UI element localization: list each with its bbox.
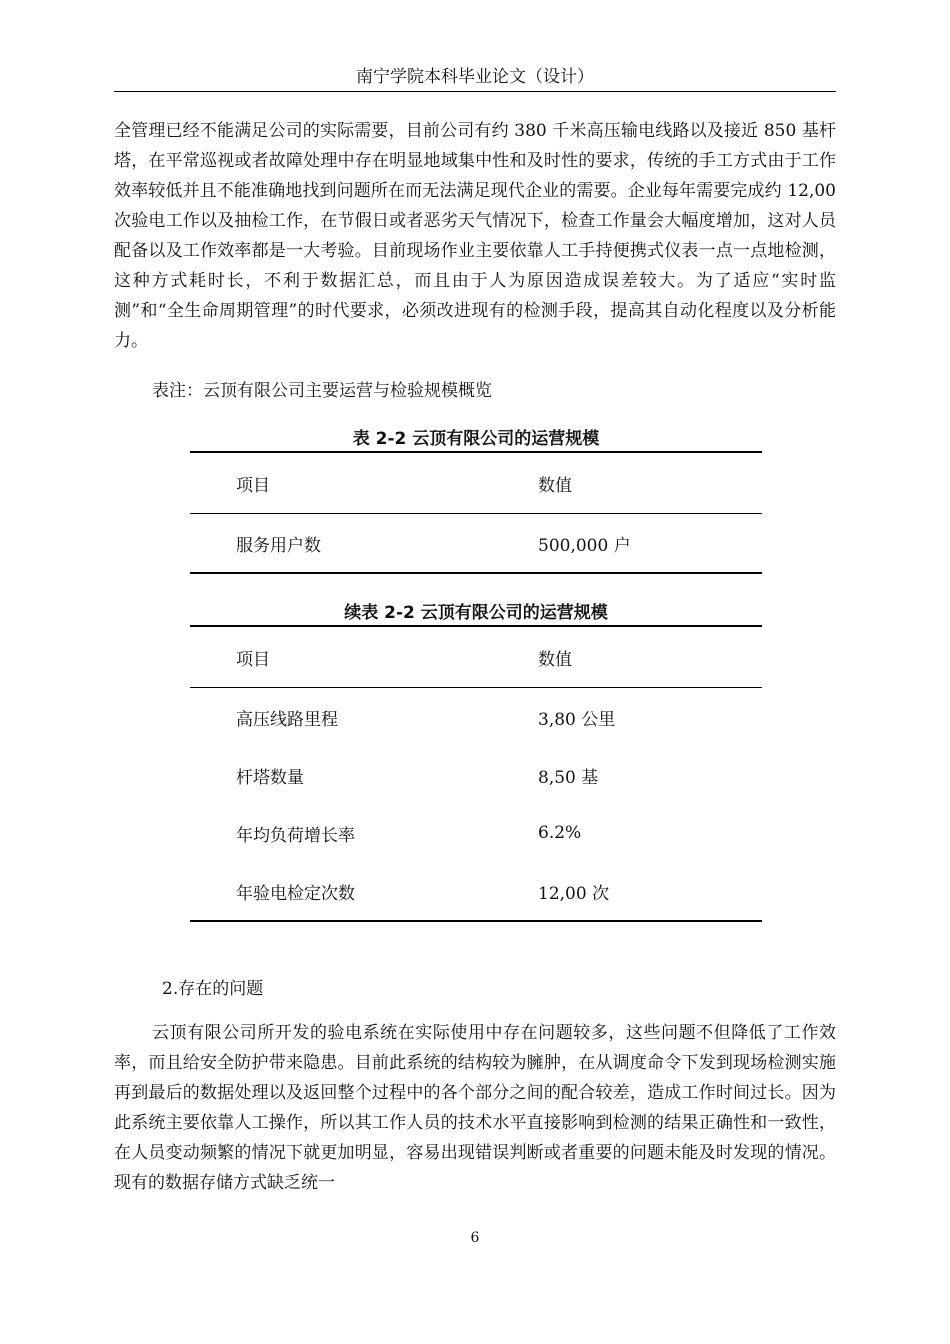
table-row [190,804,762,862]
body-paragraph-2: 云顶有限公司所开发的验电系统在实际使用中存在问题较多，这些问题不但降低了工作效率，而且给安全防护带来隐患。目前此系统的结构较为臃肿，在从调度命令下发到现场检测实施再到最后的数据处理以及返回整个过程中的各个部分之间的配合较差，造成工作时间过长。因为此系统主要依靠人工操作，所以其工作人员的技术水平直接影响到检测的结果正确性和一致性，在人员变动频繁的情况下就更加明显，容易出现错误判断或者重要的问题未能及时发现的情况。现有的数据存储方式缺乏统一 [114,1023,836,1193]
table-cell-item: 年均负荷增长率 [236,825,355,846]
continued-table-caption: 续表 2-2 云顶有限公司的运营规模 [344,603,608,623]
table-header-row [190,626,762,688]
table-row [190,688,762,747]
table-header-row [190,452,762,514]
table-cell-item: 杆塔数量 [236,767,304,788]
body-paragraph-1: 全管理已经不能满足公司的实际需要，目前公司有约 380 千米高压输电线路以及接近 850 基杆塔，在平常巡视或者故障处理中存在明显地域集中性和及时性的要求，传统的手工方式由于工作效率较低并且不能准确地找到问题所在而无法满足现代企业的需要。企业每年需要完成约 12,00 次验电工作以及抽检工作，在节假日或者恶劣天气情况下，检查工作量会大幅度增加，这对人员配备以及工作效率都是一大考验。目前现场作业主要依靠人工手持便携式仪表一点一点地检测，这种方式耗时长，不利于数据汇总，而且由于人为原因造成误差较大。为了适应“实时监测”和“全生命周期管理”的时代要求，必须改进现有的检测手段，提高其自动化程度以及分析能力。 [114,121,836,351]
table-cell-value: 6.2% [538,823,582,843]
table-note: 表注：云顶有限公司主要运营与检验规模概览 [152,381,492,401]
operations-table-continued [190,625,762,922]
column-header-item: 项目 [190,626,536,688]
table-cell-item: 高压线路里程 [236,709,338,730]
table-caption: 表 2-2 云顶有限公司的运营规模 [352,429,600,449]
section-heading: 2.存在的问题 [162,979,264,999]
table-cell-item: 服务用户数 [190,514,536,574]
table-cell-value: 500,000 户 [536,514,762,574]
table-cell-value: 3,80 公里 [538,709,616,730]
table-cell-value: 8,50 基 [538,767,599,788]
page-number: 6 [470,1230,480,1246]
table-cell-item: 年验电检定次数 [190,862,536,921]
table-row [190,746,762,804]
column-header-item: 项目 [190,452,536,514]
column-header-value: 数值 [536,452,762,514]
table-row [190,514,762,574]
table-row [190,862,762,921]
page-header: 南宁学院本科毕业论文（设计） [114,66,836,92]
operations-table [190,451,762,574]
table-cell-value: 12,00 次 [536,862,762,921]
column-header-value: 数值 [536,626,762,688]
